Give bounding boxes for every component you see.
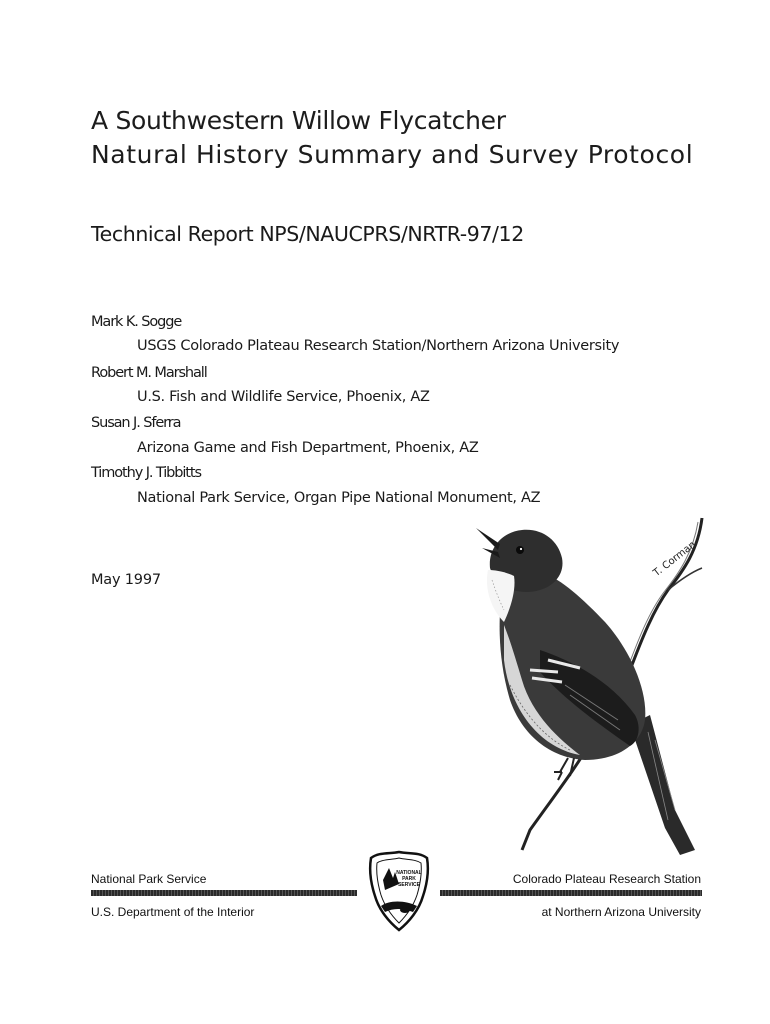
author-affiliation: Arizona Game and Fish Department, Phoenix, AZ xyxy=(137,440,479,456)
publication-date: May 1997 xyxy=(91,572,161,588)
title-line-1: A Southwestern Willow Flycatcher xyxy=(91,106,506,135)
author-name: Timothy J. Tibbitts xyxy=(91,465,201,481)
footer-rule-left xyxy=(91,890,357,896)
author-affiliation: U.S. Fish and Wildlife Service, Phoenix, AZ xyxy=(137,389,430,405)
footer-research-station: Colorado Plateau Research Station xyxy=(512,872,701,886)
footer-rule-right xyxy=(440,890,702,896)
title-line-2: Natural History Summary and Survey Protocol xyxy=(91,140,694,169)
author-affiliation: National Park Service, Organ Pipe National Monument, AZ xyxy=(137,490,541,506)
author-name: Robert M. Marshall xyxy=(91,365,207,381)
nps-arrowhead-logo xyxy=(365,850,433,932)
logo-text: SERVICE xyxy=(398,882,420,888)
author-affiliation: USGS Colorado Plateau Research Station/Northern Arizona University xyxy=(137,338,620,354)
footer-agency: National Park Service xyxy=(91,872,207,886)
report-number: Technical Report NPS/NAUCPRS/NRTR-97/12 xyxy=(91,222,524,246)
footer-university: at Northern Arizona University xyxy=(541,905,701,919)
author-name: Mark K. Sogge xyxy=(91,314,182,330)
logo-text: PARK xyxy=(402,876,416,882)
willow-flycatcher-illustration xyxy=(470,510,720,860)
logo-text: NATIONAL xyxy=(396,870,422,876)
author-name: Susan J. Sferra xyxy=(91,415,181,431)
artist-signature: T. Corman xyxy=(651,539,699,580)
footer-department: U.S. Department of the Interior xyxy=(91,905,255,919)
